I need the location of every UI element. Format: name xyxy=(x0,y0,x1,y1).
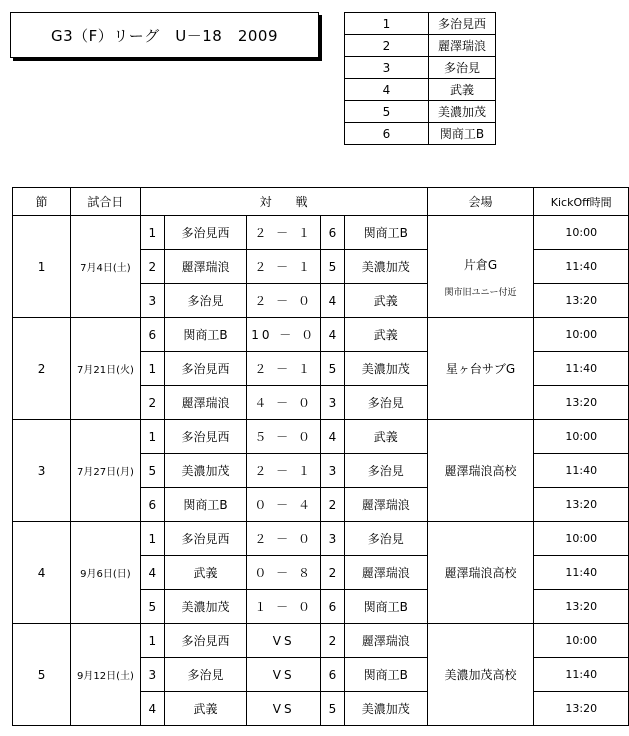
kickoff-time: 11:40 xyxy=(534,454,629,488)
match-score: ４ － ０ xyxy=(247,386,321,420)
team-number: 4 xyxy=(345,79,429,101)
home-team-name: 多治見 xyxy=(164,658,247,692)
home-team-name: 多治見西 xyxy=(164,624,247,658)
kickoff-time: 13:20 xyxy=(534,284,629,318)
match-score: １ － ０ xyxy=(247,590,321,624)
home-team-number: 4 xyxy=(140,556,164,590)
away-team-number: 5 xyxy=(321,352,345,386)
kickoff-time: 13:20 xyxy=(534,590,629,624)
away-team-number: 4 xyxy=(321,284,345,318)
home-team-number: 3 xyxy=(140,658,164,692)
match-date: 7月27日(月) xyxy=(71,420,141,522)
venue-name: 麗澤瑞浪高校 xyxy=(444,464,517,478)
team-name: 関商工B xyxy=(429,123,496,145)
match-score: VS xyxy=(247,624,321,658)
away-team-number: 6 xyxy=(321,216,345,250)
match-score: ０ － ８ xyxy=(247,556,321,590)
venue-name: 美濃加茂高校 xyxy=(444,668,517,682)
match-row xyxy=(13,624,629,658)
match-date: 7月21日(火) xyxy=(71,318,141,420)
venue-name: 星ヶ台サブG xyxy=(445,362,516,376)
match-date: 7月4日(土) xyxy=(71,216,141,318)
away-team-name: 多治見 xyxy=(345,386,428,420)
match-score: ０ － ４ xyxy=(247,488,321,522)
team-row xyxy=(345,123,496,145)
venue-name: 麗澤瑞浪高校 xyxy=(444,566,517,580)
team-name: 武義 xyxy=(429,79,496,101)
kickoff-time: 11:40 xyxy=(534,556,629,590)
team-row xyxy=(345,57,496,79)
home-team-name: 多治見西 xyxy=(164,420,247,454)
round-number: 5 xyxy=(13,624,71,726)
away-team-name: 武義 xyxy=(345,420,428,454)
team-number: 2 xyxy=(345,35,429,57)
match-score: VS xyxy=(247,658,321,692)
home-team-number: 1 xyxy=(140,216,164,250)
team-row xyxy=(345,13,496,35)
match-row xyxy=(13,522,629,556)
round-number: 3 xyxy=(13,420,71,522)
team-list-table xyxy=(344,12,496,145)
away-team-number: 3 xyxy=(321,522,345,556)
kickoff-time: 13:20 xyxy=(534,692,629,726)
home-team-number: 6 xyxy=(140,488,164,522)
away-team-number: 2 xyxy=(321,624,345,658)
home-team-name: 麗澤瑞浪 xyxy=(164,386,247,420)
kickoff-time: 10:00 xyxy=(534,624,629,658)
schedule-table xyxy=(12,187,629,726)
match-row xyxy=(13,318,629,352)
away-team-number: 2 xyxy=(321,488,345,522)
home-team-number: 5 xyxy=(140,590,164,624)
kickoff-time: 10:00 xyxy=(534,420,629,454)
home-team-name: 麗澤瑞浪 xyxy=(164,250,247,284)
away-team-number: 6 xyxy=(321,658,345,692)
match-score: ２ － １ xyxy=(247,250,321,284)
team-number: 5 xyxy=(345,101,429,123)
match-date: 9月12日(土) xyxy=(71,624,141,726)
team-name: 多治見 xyxy=(429,57,496,79)
match-score: ２ － １ xyxy=(247,352,321,386)
home-team-number: 2 xyxy=(140,250,164,284)
away-team-name: 多治見 xyxy=(345,454,428,488)
home-team-number: 1 xyxy=(140,420,164,454)
away-team-name: 武義 xyxy=(345,318,428,352)
match-score: 10 － ０ xyxy=(247,318,321,352)
venue xyxy=(427,624,534,726)
match-score: ２ － ０ xyxy=(247,284,321,318)
home-team-name: 美濃加茂 xyxy=(164,590,247,624)
away-team-name: 麗澤瑞浪 xyxy=(345,556,428,590)
team-row xyxy=(345,101,496,123)
away-team-number: 4 xyxy=(321,420,345,454)
venue xyxy=(427,318,534,420)
home-team-name: 武義 xyxy=(164,692,247,726)
venue-note: 関市旧ユニー付近 xyxy=(444,287,517,298)
kickoff-time: 10:00 xyxy=(534,216,629,250)
kickoff-time: 11:40 xyxy=(534,658,629,692)
kickoff-time: 11:40 xyxy=(534,352,629,386)
kickoff-time: 13:20 xyxy=(534,386,629,420)
venue xyxy=(427,216,534,318)
away-team-number: 2 xyxy=(321,556,345,590)
away-team-number: 5 xyxy=(321,250,345,284)
kickoff-time: 10:00 xyxy=(534,318,629,352)
league-title: G3（F）リーグ U－18 2009 xyxy=(10,12,319,58)
schedule-header-row xyxy=(13,188,629,216)
home-team-name: 武義 xyxy=(164,556,247,590)
team-row xyxy=(345,35,496,57)
away-team-number: 3 xyxy=(321,454,345,488)
header-match: 対 戦 xyxy=(140,188,427,216)
away-team-number: 3 xyxy=(321,386,345,420)
away-team-name: 美濃加茂 xyxy=(345,352,428,386)
home-team-name: 多治見西 xyxy=(164,352,247,386)
home-team-name: 多治見西 xyxy=(164,522,247,556)
team-name: 美濃加茂 xyxy=(429,101,496,123)
round-number: 2 xyxy=(13,318,71,420)
away-team-name: 多治見 xyxy=(345,522,428,556)
away-team-name: 武義 xyxy=(345,284,428,318)
away-team-number: 4 xyxy=(321,318,345,352)
header-date: 試合日 xyxy=(71,188,141,216)
team-number: 3 xyxy=(345,57,429,79)
venue-name: 片倉G xyxy=(463,257,498,272)
team-number: 6 xyxy=(345,123,429,145)
home-team-number: 1 xyxy=(140,352,164,386)
away-team-name: 麗澤瑞浪 xyxy=(345,488,428,522)
away-team-number: 5 xyxy=(321,692,345,726)
away-team-name: 関商工B xyxy=(345,590,428,624)
match-date: 9月6日(日) xyxy=(71,522,141,624)
match-score: ２ － １ xyxy=(247,216,321,250)
header-kickoff: KickOff時間 xyxy=(534,188,629,216)
match-score: ２ － １ xyxy=(247,454,321,488)
team-row xyxy=(345,79,496,101)
round-number: 1 xyxy=(13,216,71,318)
match-row xyxy=(13,420,629,454)
home-team-name: 関商工B xyxy=(164,488,247,522)
match-score: ５ － ０ xyxy=(247,420,321,454)
away-team-name: 美濃加茂 xyxy=(345,692,428,726)
away-team-name: 美濃加茂 xyxy=(345,250,428,284)
header-round: 節 xyxy=(13,188,71,216)
round-number: 4 xyxy=(13,522,71,624)
venue xyxy=(427,522,534,624)
home-team-number: 1 xyxy=(140,522,164,556)
kickoff-time: 11:40 xyxy=(534,250,629,284)
home-team-number: 4 xyxy=(140,692,164,726)
kickoff-time: 10:00 xyxy=(534,522,629,556)
away-team-name: 関商工B xyxy=(345,216,428,250)
home-team-number: 6 xyxy=(140,318,164,352)
home-team-number: 1 xyxy=(140,624,164,658)
kickoff-time: 13:20 xyxy=(534,488,629,522)
home-team-name: 多治見 xyxy=(164,284,247,318)
home-team-name: 美濃加茂 xyxy=(164,454,247,488)
away-team-name: 麗澤瑞浪 xyxy=(345,624,428,658)
venue xyxy=(427,420,534,522)
home-team-number: 3 xyxy=(140,284,164,318)
team-number: 1 xyxy=(345,13,429,35)
home-team-name: 関商工B xyxy=(164,318,247,352)
match-row xyxy=(13,216,629,250)
away-team-name: 関商工B xyxy=(345,658,428,692)
header-venue: 会場 xyxy=(427,188,534,216)
home-team-name: 多治見西 xyxy=(164,216,247,250)
match-score: ２ － ０ xyxy=(247,522,321,556)
home-team-number: 5 xyxy=(140,454,164,488)
team-name: 多治見西 xyxy=(429,13,496,35)
team-name: 麗澤瑞浪 xyxy=(429,35,496,57)
match-score: VS xyxy=(247,692,321,726)
away-team-number: 6 xyxy=(321,590,345,624)
home-team-number: 2 xyxy=(140,386,164,420)
